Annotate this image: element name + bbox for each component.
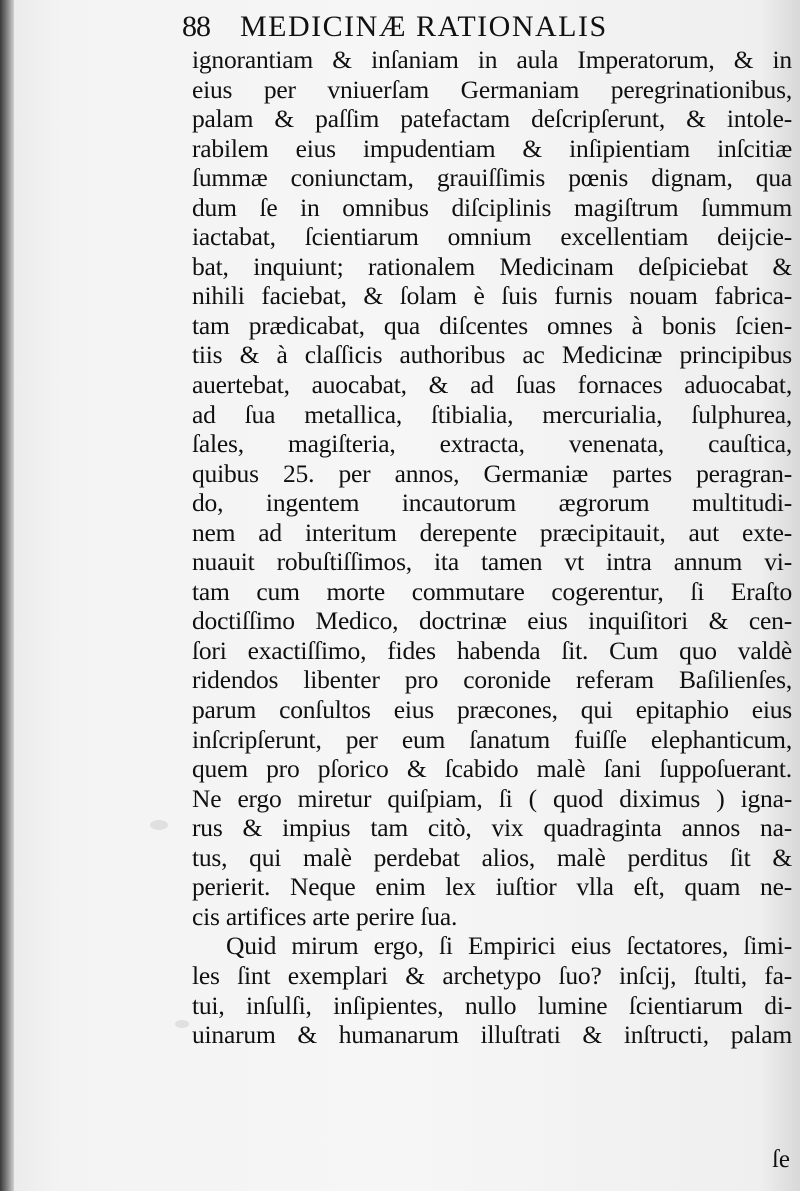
text-line: ignorantiam & inſaniam in aula Imperatorum, & in xyxy=(192,45,792,74)
page-header xyxy=(182,8,782,44)
text-line: ſummæ coniunctam, grauiſſimis pœnis dignam, qua xyxy=(192,163,792,193)
text-line: rus & impius tam citò, vix quadraginta annos na- xyxy=(192,813,792,843)
text-line: uinarum & humanarum illuſtrati & inſtructi, palam xyxy=(192,1020,792,1050)
catchword: ſe xyxy=(771,1146,790,1173)
text-line: nem ad interitum derepente præcipitauit, aut exte- xyxy=(192,517,792,547)
text-line: dum ſe in omnibus diſciplinis magiſtrum ſummum xyxy=(192,192,792,222)
text-line: tam prædicabat, qua diſcentes omnes à bonis ſcien- xyxy=(192,310,792,340)
text-line: quem pro pſorico & ſcabido malè ſani ſuppoſuerant. xyxy=(192,754,792,784)
text-line: doctiſſimo Medico, doctrinæ eius inquiſitori & cen- xyxy=(192,606,792,636)
text-line: ſori exactiſſimo, fides habenda ſit. Cum quo valdè xyxy=(192,635,792,665)
text-line-paragraph-end: cis artifices arte perire ſua. xyxy=(192,901,458,931)
text-line: ſales, magiſteria, extracta, venenata, cauſtica, xyxy=(192,429,792,459)
running-title: MEDICINÆ RATIONALIS xyxy=(240,10,608,43)
text-line: perierit. Neque enim lex iuſtior vlla eſt, quam ne- xyxy=(192,872,792,902)
text-line: eius per vniuerſam Germaniam peregrinationibus, xyxy=(192,74,792,104)
text-line: ridendos libenter pro coronide referam Baſilienſes, xyxy=(192,665,792,695)
page-number: 88 xyxy=(182,10,210,43)
text-line: Ne ergo miretur quiſpiam, ſi ( quod diximus ) igna- xyxy=(192,783,792,813)
binding-gutter xyxy=(0,0,14,1191)
text-line: tiis & à claſſicis authoribus ac Medicinæ principibus xyxy=(192,340,792,370)
ink-smudge xyxy=(150,820,168,830)
text-line: rabilem eius impudentiam & inſipientiam inſcitiæ xyxy=(192,133,792,163)
text-line: auertebat, auocabat, & ad ſuas fornaces aduocabat, xyxy=(192,370,792,400)
text-line: inſcripſerunt, per eum ſanatum fuiſſe elephanticum, xyxy=(192,724,792,754)
text-line-paragraph-start: Quid mirum ergo, ſi Empirici eius ſectatores, ſimi- xyxy=(226,931,792,961)
text-line: do, ingentem incautorum ægrorum multitudi- xyxy=(192,488,792,518)
text-line: palam & paſſim patefactam deſcripſerunt, & intole- xyxy=(192,104,792,134)
text-line: ad ſua metallica, ſtibialia, mercurialia, ſulphurea, xyxy=(192,399,792,429)
body-text xyxy=(192,45,792,1050)
text-line: tus, qui malè perdebat alios, malè perditus ſit & xyxy=(192,842,792,872)
text-line: tui, inſulſi, inſipientes, nullo lumine ſcientiarum di- xyxy=(192,990,792,1020)
text-line: iactabat, ſcientiarum omnium excellentiam deijcie- xyxy=(192,222,792,252)
text-line: bat, inquiunt; rationalem Medicinam deſpiciebat & xyxy=(192,251,792,281)
ink-smudge xyxy=(175,1020,189,1028)
text-line: quibus 25. per annos, Germaniæ partes peragran- xyxy=(192,458,792,488)
text-line: les ſint exemplari & archetypo ſuo? inſcij, ſtulti, fa- xyxy=(192,960,792,990)
text-line: parum conſultos eius præcones, qui epitaphio eius xyxy=(192,695,792,725)
text-line: nuauit robuſtiſſimos, ita tamen vt intra annum vi- xyxy=(192,547,792,577)
text-line: nihili faciebat, & ſolam è ſuis furnis nouam fabrica- xyxy=(192,281,792,311)
text-line: tam cum morte commutare cogerentur, ſi Eraſto xyxy=(192,576,792,606)
